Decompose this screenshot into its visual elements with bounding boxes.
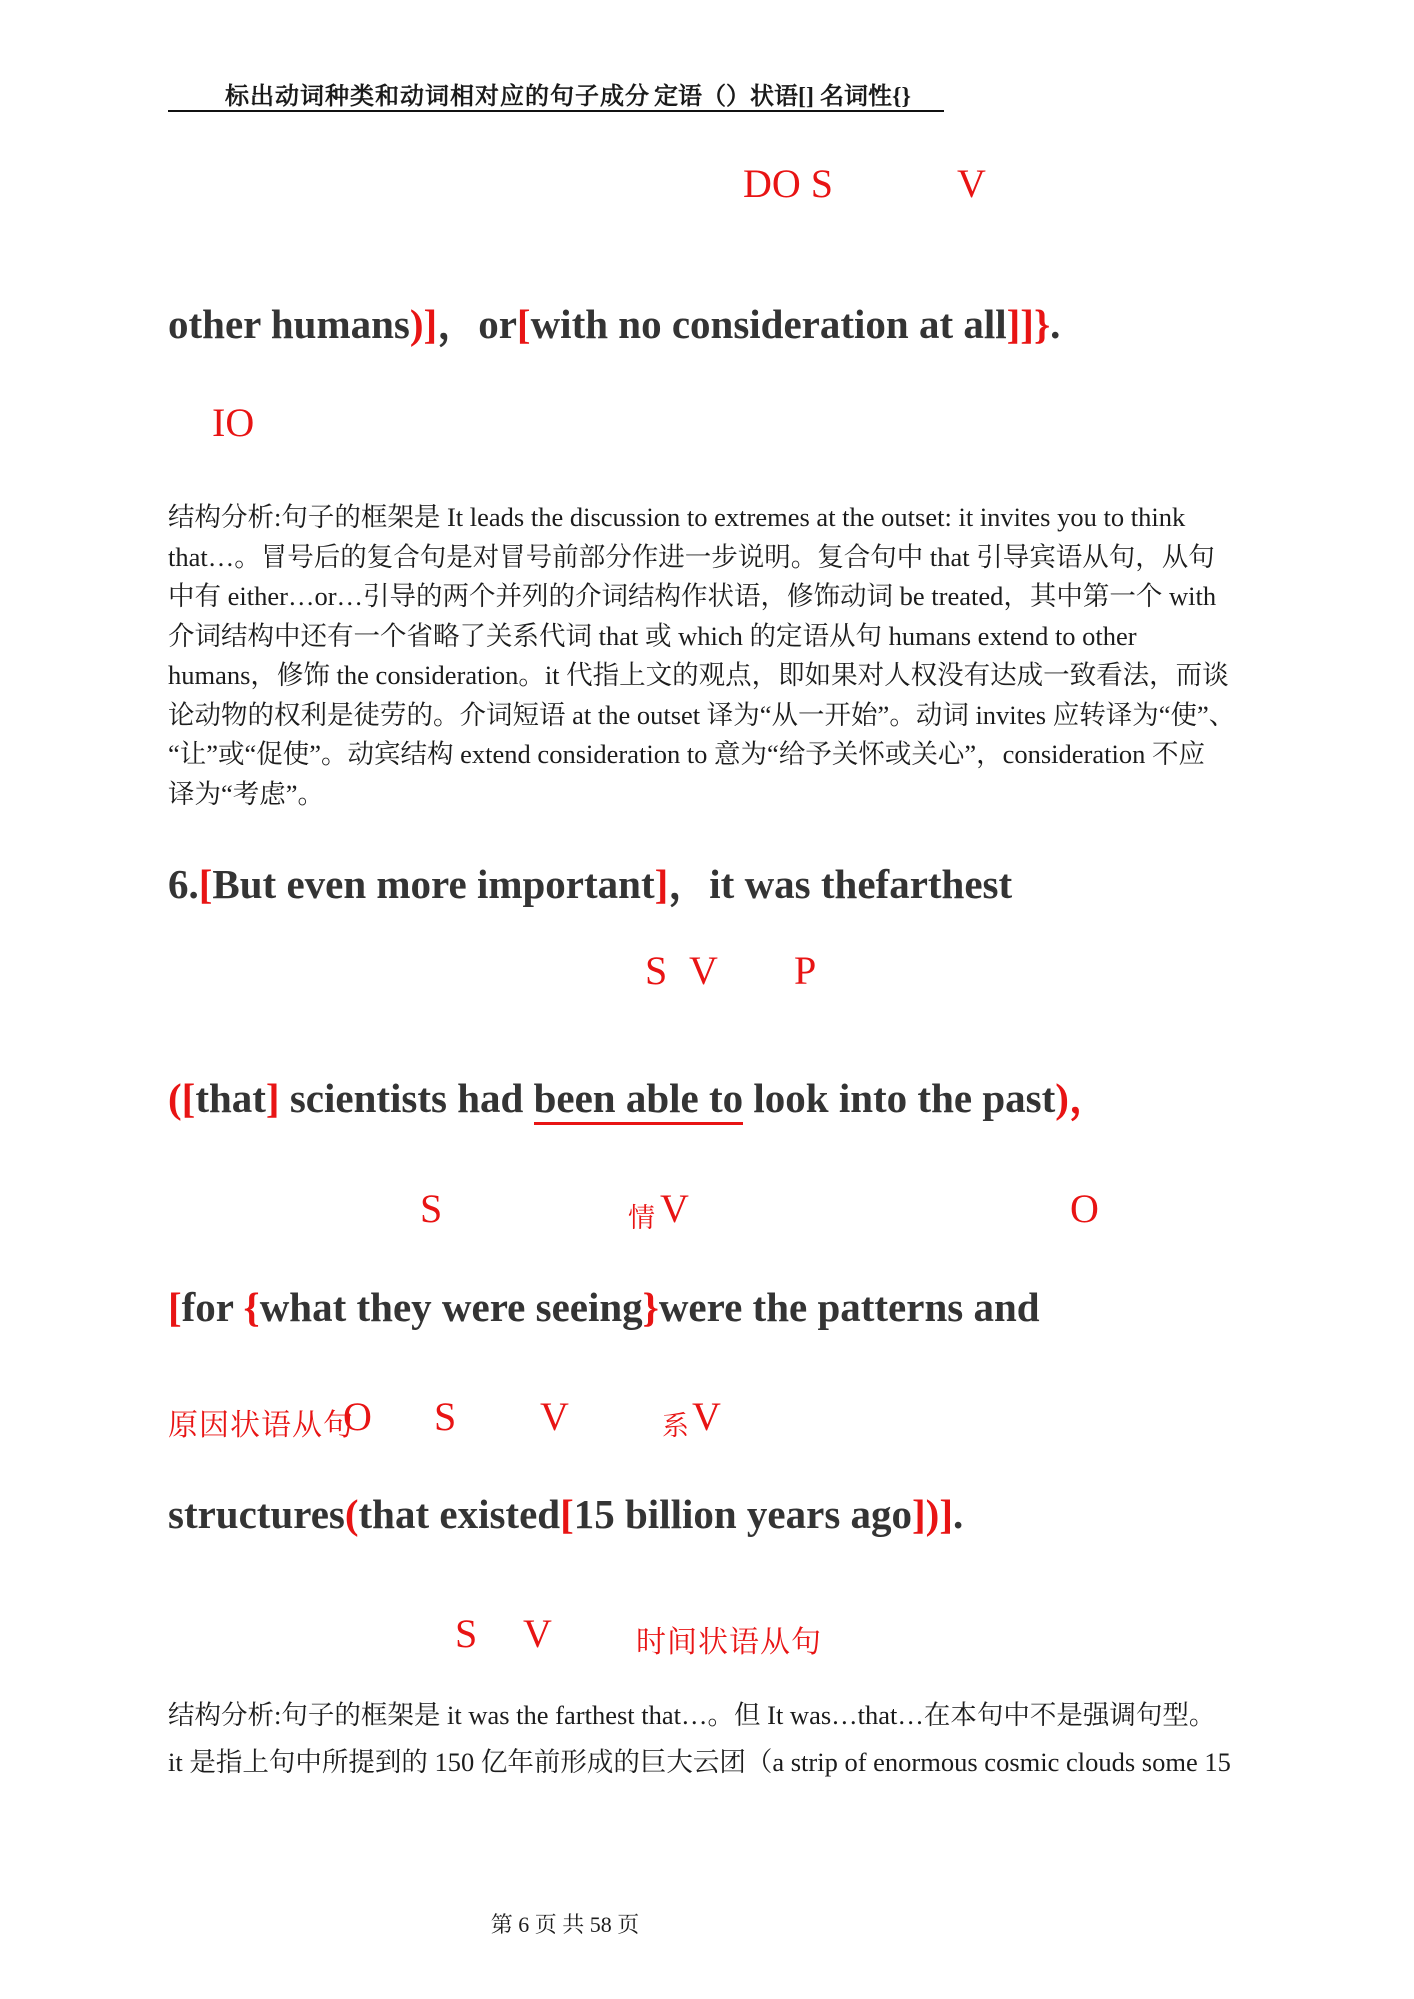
- analysis-line: that…。冒号后的复合句是对冒号前部分作进一步说明。复合句中 that 引导宾语从句，从句: [168, 541, 1215, 572]
- sentence-6-heading: [168, 851, 1012, 910]
- annotation-linking-marker: 系: [662, 1411, 689, 1441]
- text-run: scientists had: [279, 1075, 534, 1121]
- annotation-row-svp: [0, 947, 1414, 999]
- analysis-paragraph-5: [168, 498, 1235, 814]
- annotation-io: IO: [212, 400, 255, 445]
- annotation-s: S: [434, 1394, 457, 1439]
- red-paren: ): [1055, 1075, 1069, 1121]
- analysis-line: it 是指上句中所提到的 150 亿年前形成的巨大云团（a strip of enormous cosmic clouds some 15: [168, 1747, 1231, 1777]
- text-run: ，: [437, 301, 479, 347]
- annotation-reason-clause-label: 原因状语从句: [168, 1409, 354, 1442]
- annotation-row-io: [0, 399, 1414, 451]
- annotation-time-clause-label: 时间状语从句: [636, 1626, 822, 1659]
- text-run: or: [478, 301, 517, 347]
- red-paren: (: [168, 1075, 182, 1121]
- text-run: that: [195, 1075, 266, 1121]
- text-run: 15 billion years ago: [573, 1491, 913, 1537]
- item-number: 6.: [168, 861, 199, 907]
- annotation-p: P: [794, 948, 817, 993]
- red-bracket: [: [560, 1491, 574, 1537]
- annotation-o: O: [343, 1394, 372, 1439]
- analysis-line: 译为“考虑”。: [168, 778, 325, 809]
- text-run: look into the past: [743, 1075, 1056, 1121]
- red-bracket: ]]}: [1006, 301, 1051, 347]
- annotation-s: S: [420, 1186, 443, 1231]
- annotation-v: V: [660, 1186, 689, 1231]
- annotation-row-reason-clause: [0, 1393, 1414, 1445]
- text-run: .: [1050, 301, 1061, 347]
- red-bracket: [: [516, 301, 531, 347]
- red-bracket: [: [198, 861, 213, 907]
- red-bracket: ])]: [912, 1491, 953, 1537]
- red-bracket: ]: [654, 861, 669, 907]
- page-number: 第 6 页 共 58 页: [490, 1912, 640, 1937]
- text-run: with no consideration at all: [530, 301, 1007, 347]
- annotation-row-time-clause: [0, 1610, 1414, 1662]
- analysis-line: 论动物的权利是徒劳的。介词短语 at the outset 译为“从一开始”。动词 invites 应转译为“使”、: [168, 699, 1236, 730]
- red-comma: ，: [1068, 1075, 1110, 1121]
- sentence-6-line-structures: [168, 1490, 963, 1538]
- annotation-modal-marker: 情: [628, 1203, 655, 1233]
- text-run: .: [953, 1491, 964, 1537]
- annotation-do-s: DO S: [743, 161, 834, 206]
- text-run: structures: [168, 1491, 345, 1537]
- red-bracket: [: [181, 1075, 196, 1121]
- red-bracket: ]: [265, 1075, 280, 1121]
- sentence-5-line: [168, 291, 1060, 350]
- sentence-6-line-for: [168, 1283, 1040, 1331]
- annotation-v: V: [689, 948, 718, 993]
- analysis-line: 结构分析:句子的框架是 it was the farthest that…。但 It was…that…在本句中不是强调句型。: [168, 1700, 1216, 1730]
- annotation-s: S: [645, 948, 668, 993]
- text-run: what they were seeing: [259, 1284, 643, 1330]
- text-run: that existed: [358, 1491, 561, 1537]
- text-run: ，: [668, 861, 710, 907]
- red-brace: }: [642, 1284, 659, 1330]
- text-run: for: [181, 1284, 244, 1330]
- header-left-title: 标出动词种类和动词相对应的句子成分: [225, 84, 650, 110]
- annotation-v: V: [957, 161, 986, 206]
- text-run: were the patterns and: [658, 1284, 1040, 1330]
- annotation-v: V: [692, 1394, 721, 1439]
- analysis-line: 介词结构中还有一个省略了关系代词 that 或 which 的定语从句 humans extend to other: [168, 620, 1137, 651]
- red-paren: (: [344, 1491, 359, 1537]
- analysis-line: “让”或“促使”。动宾结构 extend consideration to 意为“给予关怀或关心”，consideration 不应: [168, 739, 1205, 769]
- analysis-line: 结构分析:句子的框架是 It leads the discussion to extremes at the outset: it invites you to think: [168, 502, 1186, 532]
- analysis-line: 中有 either…or…引导的两个并列的介词结构作状语，修饰动词 be treated，其中第一个 with: [168, 581, 1217, 611]
- annotation-v: V: [540, 1394, 569, 1439]
- analysis-line: humans，修饰 the consideration。it 代指上文的观点，即如果对人权没有达成一致看法，而谈: [168, 660, 1229, 690]
- annotation-v: V: [523, 1611, 552, 1656]
- analysis-paragraph-6: [168, 1692, 1231, 1786]
- header-rule: [168, 110, 944, 112]
- text-run: other humans: [168, 301, 410, 347]
- red-bracket: )]: [409, 301, 438, 347]
- sentence-6-line-past: [168, 1065, 1110, 1124]
- text-run: But even more important: [212, 861, 655, 907]
- annotation-o: O: [1070, 1186, 1099, 1231]
- header-legend: 定语（）状语[] 名词性{}: [654, 84, 911, 110]
- text-run: it was thefarthest: [709, 861, 1013, 907]
- red-brace: {: [243, 1284, 260, 1330]
- annotation-s: S: [455, 1611, 478, 1656]
- red-bracket: [: [168, 1284, 182, 1330]
- underlined-text-run: been able to: [534, 1075, 744, 1125]
- annotation-row-s-modal-v-o: [0, 1185, 1414, 1237]
- annotation-row-do-s-v: [0, 160, 1414, 212]
